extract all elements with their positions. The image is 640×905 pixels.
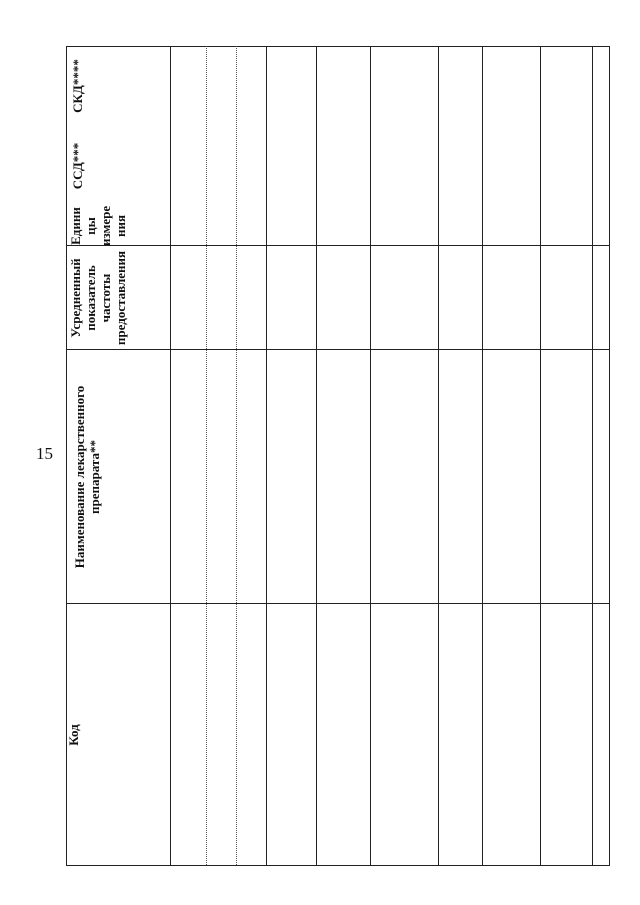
- drug-table: [66, 46, 610, 866]
- row-rule: [266, 46, 267, 866]
- row-rule: [236, 46, 237, 866]
- row-rule: [316, 46, 317, 866]
- header-unit: [68, 206, 132, 246]
- header-drug-name-line: препарата**: [87, 440, 102, 514]
- header-frequency-line: частоты: [98, 273, 113, 323]
- header-frequency-line: Усредненный: [68, 258, 83, 338]
- header-skd: СКД****: [70, 59, 85, 113]
- header-drug-name-line: Наименование лекарственного: [72, 385, 87, 569]
- column-separator: [66, 349, 610, 350]
- column-separator: [66, 603, 610, 604]
- row-rule: [438, 46, 439, 866]
- row-rule: [206, 46, 207, 866]
- row-rule: [482, 46, 483, 866]
- row-rule: [540, 46, 541, 866]
- table-border-bottom: [609, 46, 610, 866]
- header-unit-line: цы: [83, 217, 98, 235]
- table-border-right: [66, 46, 610, 47]
- header-frequency-line: предоставления: [113, 250, 128, 346]
- header-code: Код: [66, 724, 81, 746]
- header-unit-line: ния: [113, 215, 128, 238]
- row-rule: [592, 46, 593, 866]
- header-drug-name: [72, 350, 106, 604]
- header-unit-line: Едини: [68, 207, 83, 245]
- header-ssd: ССД***: [70, 142, 85, 190]
- header-frequency-line: показатель: [83, 265, 98, 331]
- page-number: 15: [36, 444, 53, 463]
- header-separator: [170, 46, 171, 866]
- header-frequency: [68, 246, 132, 350]
- column-separator: [66, 245, 610, 246]
- header-unit-line: измере: [98, 205, 113, 246]
- column-separator: [66, 865, 610, 866]
- row-rule: [370, 46, 371, 866]
